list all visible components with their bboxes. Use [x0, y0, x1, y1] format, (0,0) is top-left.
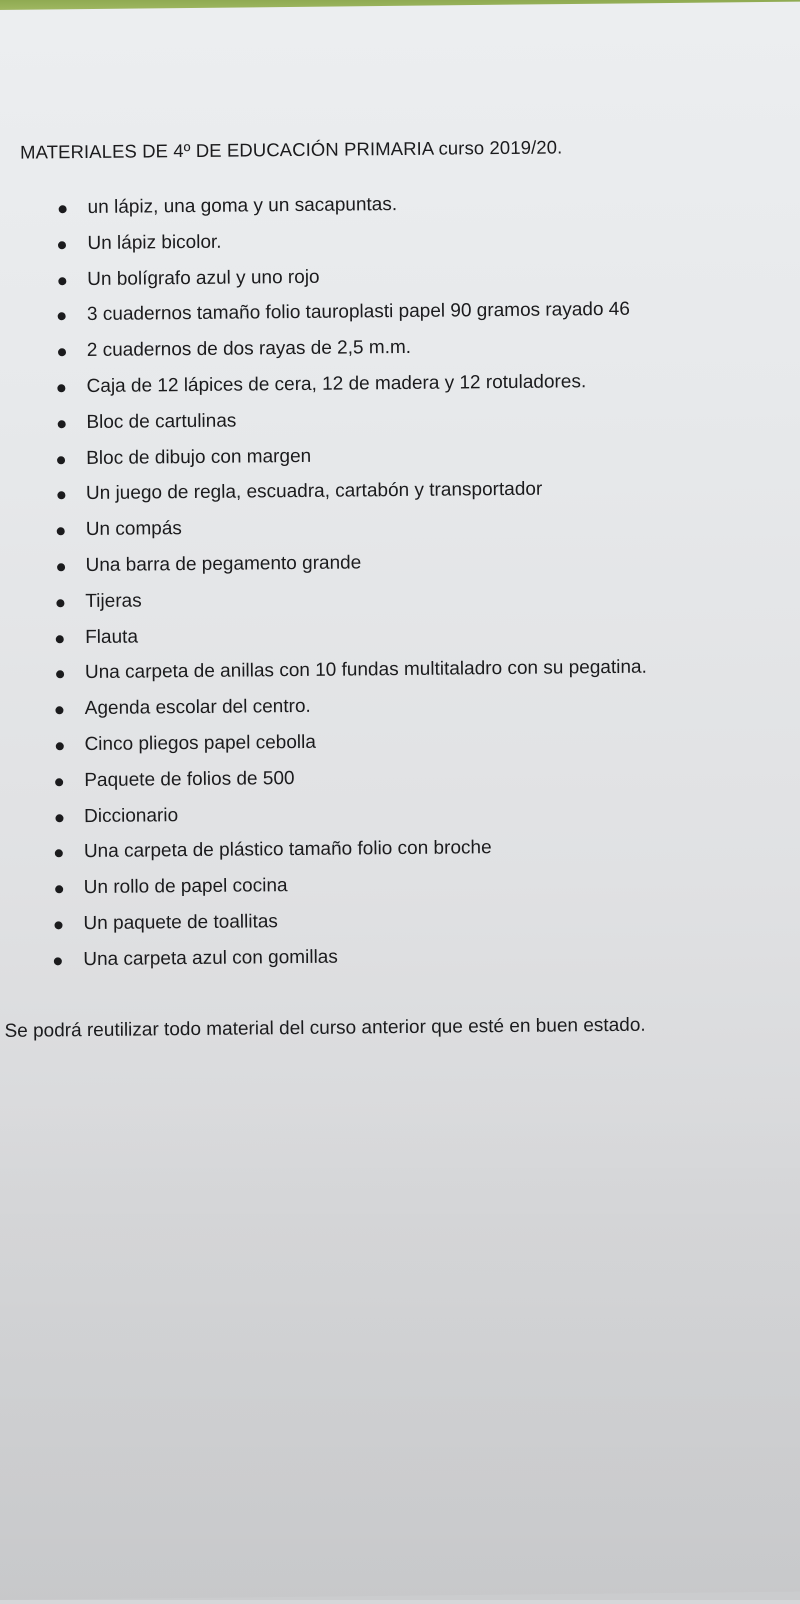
list-item-text: un lápiz, una goma y un sacapuntas. — [88, 193, 398, 220]
document-footer: Se podrá reutilizar todo material del curso anterior que esté en buen estado. — [4, 1015, 645, 1043]
bullet-icon — [54, 957, 62, 965]
bullet-icon — [54, 921, 62, 929]
bullet-icon — [55, 814, 63, 822]
bullet-icon — [57, 456, 65, 464]
bullet-icon — [57, 420, 65, 428]
list-item-text: Una carpeta azul con gomillas — [83, 945, 338, 971]
bullet-icon — [56, 706, 64, 714]
list-item-text: Un rollo de papel cocina — [84, 874, 288, 900]
list-item-text: Bloc de cartulinas — [86, 409, 236, 434]
bullet-icon — [57, 563, 65, 571]
list-item-text: Un lápiz bicolor. — [87, 231, 221, 256]
bullet-icon — [56, 671, 64, 679]
bullet-icon — [57, 527, 65, 535]
bullet-icon — [56, 635, 64, 643]
bullet-icon — [58, 277, 66, 285]
list-item-text: Un compás — [86, 517, 182, 542]
bullet-icon — [58, 241, 66, 249]
bullet-icon — [59, 205, 67, 213]
bullet-icon — [57, 492, 65, 500]
list-item-text: Cinco pliegos papel cebolla — [84, 731, 316, 757]
bullet-icon — [58, 384, 66, 392]
list-item-text: Un juego de regla, escuadra, cartabón y transportador — [86, 478, 542, 506]
list-item-text: 2 cuadernos de dos rayas de 2,5 m.m. — [87, 336, 411, 363]
bullet-icon — [55, 885, 63, 893]
list-item-text: Un bolígrafo azul y uno rojo — [87, 265, 320, 291]
bullet-icon — [58, 348, 66, 356]
list-item-text: Un paquete de toallitas — [83, 910, 278, 936]
bullet-icon — [56, 742, 64, 750]
bullet-icon — [58, 313, 66, 321]
bullet-icon — [55, 850, 63, 858]
list-item-text: Tijeras — [85, 589, 142, 614]
list-item-text: Bloc de dibujo con margen — [86, 444, 311, 470]
list-item-text: Paquete de folios de 500 — [84, 767, 294, 793]
list-item-text: Agenda escolar del centro. — [85, 695, 311, 721]
list-item-text: Una barra de pegamento grande — [85, 551, 361, 578]
list-item-text: 3 cuadernos tamaño folio tauroplasti papel 90 gramos rayado 46 — [87, 298, 630, 327]
bullet-icon — [56, 599, 64, 607]
bullet-icon — [55, 778, 63, 786]
list-item-text: Diccionario — [84, 804, 178, 829]
list-item-text: Una carpeta de plástico tamaño folio con broche — [84, 836, 492, 864]
list-item-text: Flauta — [85, 625, 138, 650]
document-title: MATERIALES DE 4º DE EDUCACIÓN PRIMARIA curso 2019/20. — [20, 136, 562, 163]
list-item-text: Una carpeta de anillas con 10 fundas multitaladro con su pegatina. — [85, 656, 647, 685]
list-item-text: Caja de 12 lápices de cera, 12 de madera y 12 rotuladores. — [86, 370, 586, 399]
